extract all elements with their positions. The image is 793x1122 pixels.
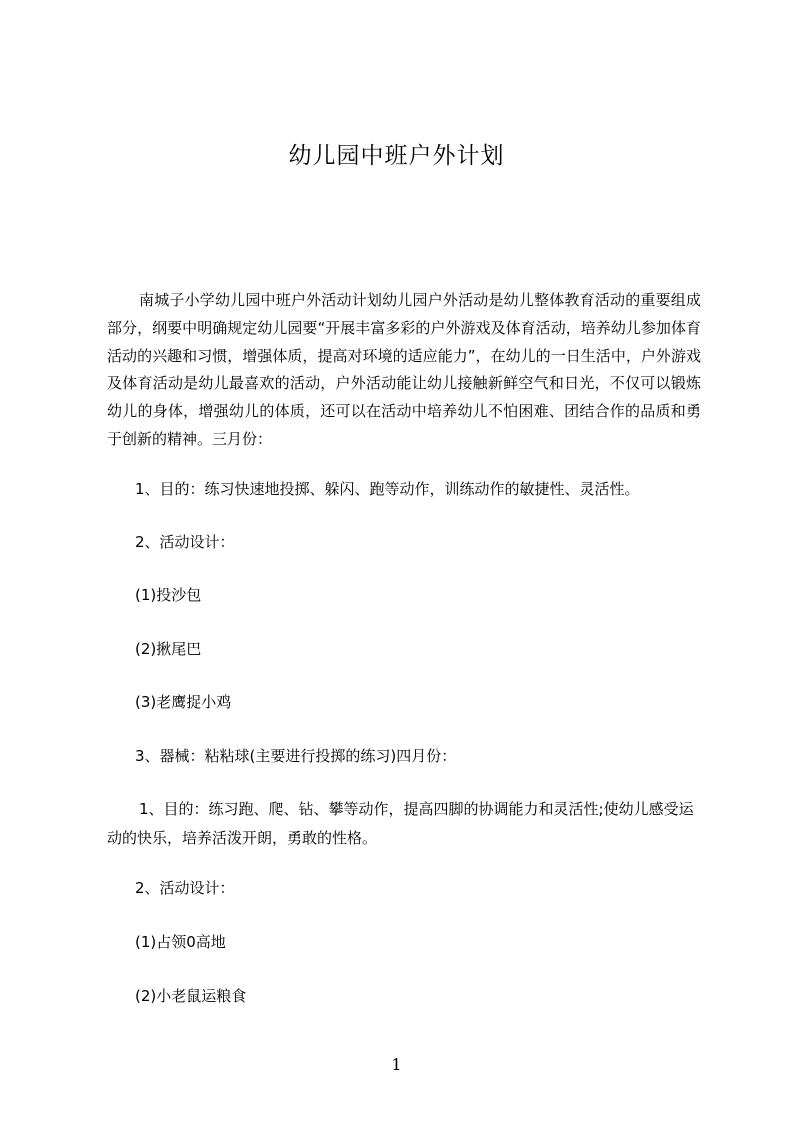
page-number: 1 [391,1055,402,1074]
list-item: 2、活动设计： [135,533,235,551]
list-item: 3、器械：粘粘球(主要进行投掷的练习)四月份： [135,747,457,765]
list-item: (2)揪尾巴 [135,640,202,658]
list-item: (2)小老鼠运粮食 [135,987,247,1005]
list-item: (1)占领0高地 [135,933,226,951]
list-item: (3)老鹰捉小鸡 [135,693,232,711]
intro-paragraph: 南城子小学幼儿园中班户外活动计划幼儿园户外活动是幼儿整体教育活动的重要组成部分，纲要中明确规定幼儿园要“开展丰富多彩的户外游戏及体育活动，培养幼儿参加体育活动的兴趣和习惯，增强体质，提高对环境的适应能力”，在幼儿的一日生活中，户外游戏及体育活动是幼儿最喜欢的活动，户外活动能让幼儿接触新鲜空气和日光，不仅可以锻炼幼儿的身体，增强幼儿的体质，还可以在活动中培养幼儿不怕困难、团结合作的品质和勇于创新的精神。三月份： [107,291,701,448]
list-item: 2、活动设计： [135,879,235,897]
list-item: (1)投沙包 [135,586,202,604]
list-item: 1、目的：练习快速地投掷、躲闪、跑等动作，训练动作的敏捷性、灵活性。 [135,480,640,498]
document-title: 幼儿园中班户外计划 [288,143,505,169]
list-item: 1、目的：练习跑、爬、钻、攀等动作，提高四脚的协调能力和灵活性;使幼儿感受运动的快乐，培养活泼开朗，勇敢的性格。 [107,800,694,847]
